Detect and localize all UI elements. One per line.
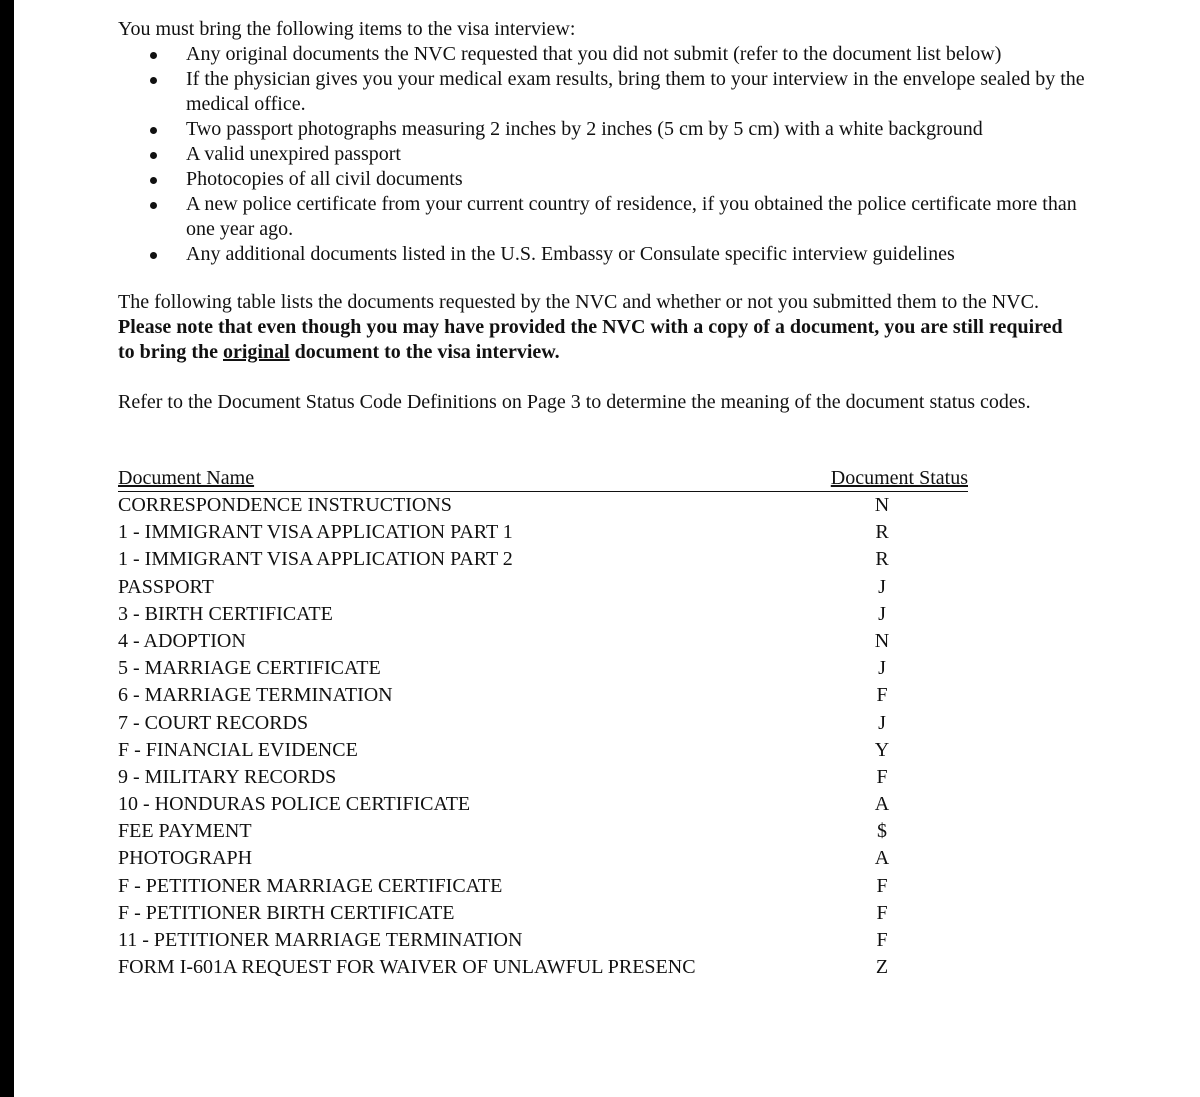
list-item-text: Any additional documents listed in the U.S. Embassy or Consulate specific interview guidelines — [186, 243, 955, 265]
required-items-list — [150, 42, 1090, 267]
document-status-cell: R — [875, 548, 889, 571]
table-row — [118, 927, 968, 954]
table-row — [118, 574, 968, 601]
intro-text: You must bring the following items to the visa interview: — [118, 18, 576, 40]
bullet-dot — [150, 252, 157, 259]
document-status-cell: F — [876, 765, 888, 788]
table-row — [118, 710, 968, 737]
table-row — [118, 655, 968, 682]
list-item-text: If the physician gives you your medical exam results, bring them to your interview in the envelope sealed by the medical office. — [186, 68, 1085, 115]
document-name-cell: 6 - MARRIAGE TERMINATION — [118, 684, 393, 707]
table-intro-bold — [118, 316, 1063, 363]
document-status-cell: N — [874, 629, 890, 652]
original-underlined: original — [223, 341, 290, 363]
table-intro-plain: The following table lists the documents requested by the NVC and whether or not you submitted them to the NVC. — [118, 291, 1039, 313]
document-status-cell: F — [876, 901, 888, 924]
document-name-cell: CORRESPONDENCE INSTRUCTIONS — [118, 494, 452, 516]
document-name-cell: 4 - ADOPTION — [118, 629, 246, 652]
table-header-row — [118, 466, 968, 492]
table-intro-bold-b: document to the visa interview. — [289, 341, 560, 363]
bullet-dot — [150, 127, 157, 134]
list-item — [150, 67, 1090, 117]
table-row — [118, 791, 968, 818]
document-name-cell: 1 - IMMIGRANT VISA APPLICATION PART 2 — [118, 548, 513, 571]
document-status-cell: J — [878, 575, 886, 598]
table-row — [118, 873, 968, 900]
document-status-cell: N — [874, 494, 890, 516]
list-item — [150, 142, 1090, 167]
table-row — [118, 546, 968, 573]
document-name-cell: F - PETITIONER BIRTH CERTIFICATE — [118, 901, 455, 924]
document-name-cell: 3 - BIRTH CERTIFICATE — [118, 602, 333, 625]
table-row — [118, 764, 968, 791]
list-item-text: A valid unexpired passport — [186, 143, 401, 165]
bullet-dot — [150, 152, 157, 159]
table-intro-bold-a: Please note that even though you may have provided the NVC with a copy of a document, you are still required to bring the — [118, 316, 1063, 363]
document-name-cell: PHOTOGRAPH — [118, 847, 253, 870]
document-status-cell: $ — [877, 820, 887, 843]
document-status-cell: J — [878, 602, 886, 625]
bullet-dot — [150, 202, 157, 209]
document-status-cell: J — [878, 657, 886, 680]
document-status-cell: F — [876, 929, 888, 951]
list-item-text: Any original documents the NVC requested that you did not submit (refer to the document list below) — [186, 43, 1002, 65]
table-row — [118, 492, 968, 519]
document-status-cell: Y — [874, 738, 890, 761]
document-status-cell: R — [875, 521, 889, 544]
table-row — [118, 737, 968, 764]
table-row — [118, 682, 968, 709]
list-item — [150, 117, 1090, 142]
table-row — [118, 519, 968, 546]
list-item-text: Photocopies of all civil documents — [186, 168, 463, 190]
document-status-cell: A — [874, 793, 890, 816]
list-item-text: A new police certificate from your current country of residence, if you obtained the police certificate more than one year ago. — [186, 193, 1077, 240]
table-row — [118, 954, 968, 981]
document-status-cell: J — [878, 711, 886, 734]
document-page — [14, 0, 1200, 1097]
document-name-cell: 5 - MARRIAGE CERTIFICATE — [118, 657, 381, 680]
table-row — [118, 900, 968, 927]
document-status-cell: F — [876, 684, 888, 707]
status-code-reference-paragraph: Refer to the Document Status Code Definitions on Page 3 to determine the meaning of the document status codes. — [118, 391, 1031, 413]
document-status-table — [118, 466, 968, 981]
list-item — [150, 242, 1090, 267]
document-name-cell: FEE PAYMENT — [118, 820, 252, 843]
table-row — [118, 601, 968, 628]
left-edge-bar — [0, 0, 14, 1097]
document-status-cell: A — [874, 847, 890, 870]
table-intro-paragraph — [118, 290, 1078, 365]
document-name-cell: F - PETITIONER MARRIAGE CERTIFICATE — [118, 874, 503, 897]
bullet-dot — [150, 77, 157, 84]
table-row — [118, 628, 968, 655]
header-document-status: Document Status — [830, 467, 968, 489]
document-status-cell: Z — [875, 956, 889, 979]
document-name-cell: 7 - COURT RECORDS — [118, 711, 309, 734]
document-name-cell: F - FINANCIAL EVIDENCE — [118, 738, 358, 761]
document-status-cell: F — [876, 874, 888, 897]
bullet-dot — [150, 52, 157, 59]
document-name-cell: 9 - MILITARY RECORDS — [118, 765, 337, 788]
list-item — [150, 192, 1090, 242]
bullet-dot — [150, 177, 157, 184]
table-body — [118, 492, 968, 981]
document-name-cell: 11 - PETITIONER MARRIAGE TERMINATION — [118, 929, 523, 951]
list-item — [150, 42, 1090, 67]
document-name-cell: 1 - IMMIGRANT VISA APPLICATION PART 1 — [118, 521, 513, 544]
list-item — [150, 167, 1090, 192]
document-name-cell: PASSPORT — [118, 575, 214, 598]
document-name-cell: FORM I-601A REQUEST FOR WAIVER OF UNLAWFUL PRESENC — [118, 956, 696, 979]
header-document-name: Document Name — [118, 467, 255, 489]
table-row — [118, 845, 968, 872]
document-name-cell: 10 - HONDURAS POLICE CERTIFICATE — [118, 793, 471, 816]
table-row — [118, 818, 968, 845]
list-item-text: Two passport photographs measuring 2 inches by 2 inches (5 cm by 5 cm) with a white background — [186, 118, 983, 140]
